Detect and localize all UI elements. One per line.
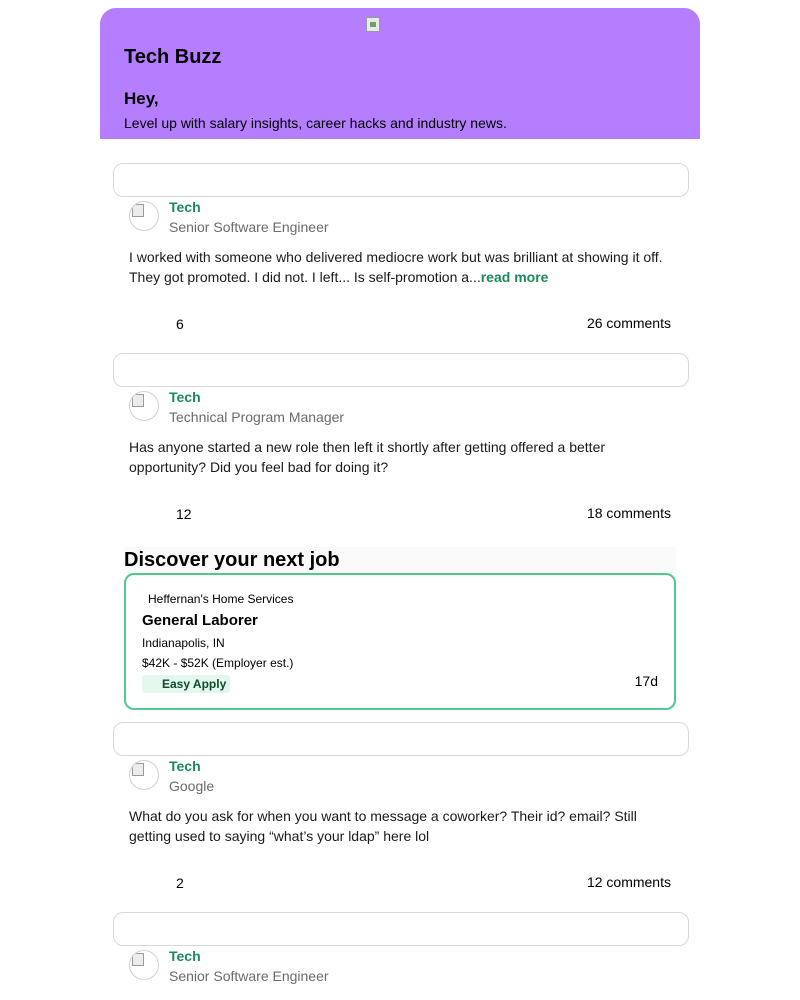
post-text: I worked with someone who delivered mediocre work but was brilliant at showing it off. They got promoted. I did not. I left... Is self-promotion a... — [129, 249, 663, 285]
job-salary: $42K - $52K (Employer est.) — [142, 656, 294, 670]
community-name[interactable]: Tech — [169, 389, 201, 405]
like-count[interactable]: 6 — [176, 316, 184, 332]
avatar-icon — [129, 391, 159, 421]
author-role: Senior Software Engineer — [169, 968, 329, 984]
newsletter-title: Tech Buzz — [124, 46, 222, 68]
post-header-bar[interactable] — [113, 912, 689, 946]
avatar-icon — [129, 760, 159, 790]
community-name[interactable]: Tech — [169, 758, 201, 774]
post-card[interactable] — [113, 946, 687, 1000]
tagline: Level up with salary insights, career hacks and industry news. — [124, 115, 507, 131]
post-card[interactable] — [113, 197, 687, 347]
comment-count[interactable]: 26 comments — [586, 315, 671, 331]
post-body: What do you ask for when you want to message a coworker? Their id? email? Still getting used to saying “what’s your ldap” here lol — [129, 808, 637, 844]
read-more-link[interactable]: read more — [480, 269, 549, 285]
post-header-bar[interactable] — [113, 353, 689, 387]
post-body — [129, 247, 674, 287]
like-count[interactable]: 2 — [176, 875, 184, 891]
job-age: 17d — [634, 673, 658, 689]
newsletter-header — [100, 8, 700, 139]
avatar-icon — [129, 950, 159, 980]
post-card[interactable] — [113, 387, 687, 537]
job-location: Indianapolis, IN — [142, 636, 225, 650]
post-header-bar[interactable] — [113, 163, 689, 197]
author-role: Technical Program Manager — [169, 409, 345, 425]
like-count[interactable]: 12 — [176, 506, 192, 522]
job-company: Heffernan's Home Services — [148, 592, 294, 606]
post-header-bar[interactable] — [113, 722, 689, 756]
job-title[interactable]: General Laborer — [142, 612, 258, 629]
logo-image-icon — [366, 17, 380, 32]
community-name[interactable]: Tech — [169, 948, 201, 964]
job-card[interactable] — [124, 573, 676, 710]
author-role: Senior Software Engineer — [169, 219, 329, 235]
jobs-section-title: Discover your next job — [124, 547, 676, 573]
post-body: Has anyone started a new role then left it shortly after getting offered a better opportunity? Did you feel bad for doing it? — [129, 439, 606, 475]
author-role: Google — [169, 778, 215, 794]
comment-count[interactable]: 12 comments — [586, 874, 671, 890]
comment-count[interactable]: 18 comments — [586, 505, 671, 521]
post-card[interactable] — [113, 756, 687, 906]
avatar-icon — [129, 201, 159, 231]
easy-apply-badge[interactable]: Easy Apply — [142, 675, 230, 693]
greeting: Hey, — [124, 89, 159, 108]
community-name[interactable]: Tech — [169, 199, 201, 215]
